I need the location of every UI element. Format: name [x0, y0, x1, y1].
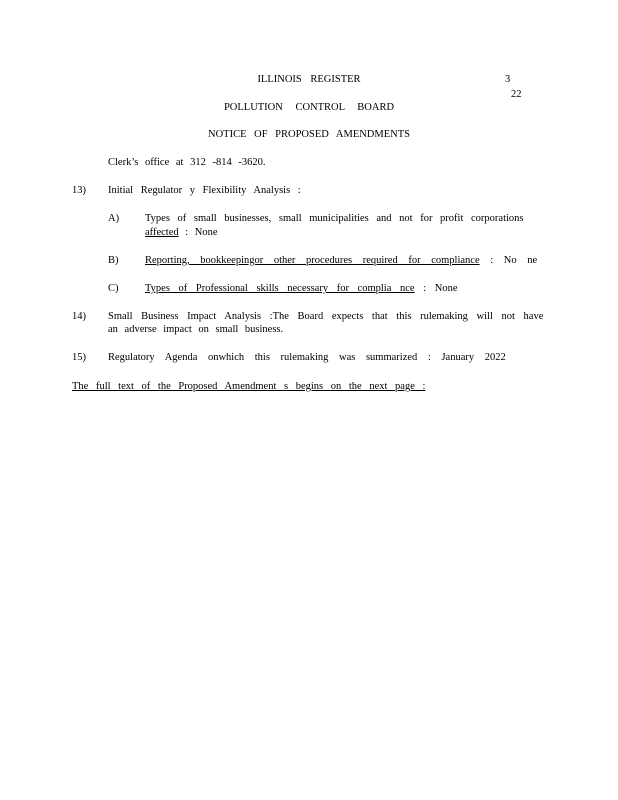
- item-15-text: Regulatory Agenda onwhich this rulemaking was summarized : January 2022: [108, 352, 506, 363]
- item-13c-text: [145, 282, 458, 295]
- item-13a-label: A): [108, 213, 120, 224]
- item-13b-question: Reporting, bookkeepingor other procedures required for compliance: [145, 255, 480, 266]
- item-13a-affected: affected: [145, 227, 179, 238]
- item-13b-text: [145, 254, 537, 267]
- item-13-number: 13): [72, 185, 86, 196]
- notice-heading: NOTICE OF PROPOSED AMENDMENTS: [208, 129, 410, 140]
- page-number-line2: 22: [511, 89, 522, 100]
- item-13b-label: B): [108, 255, 119, 266]
- item-14-line2: an adverse impact on small business.: [108, 324, 284, 335]
- item-14-line1: Small Business Impact Analysis :The Board expects that this rulemaking will not have: [108, 311, 544, 322]
- item-14-number: 14): [72, 311, 86, 322]
- item-13a-text-line1: Types of small businesses, small municipalities and not for profit corporations: [145, 213, 524, 224]
- item-15-number: 15): [72, 352, 86, 363]
- item-13a-answer: : None: [178, 227, 218, 238]
- register-title: ILLINOIS REGISTER: [257, 74, 361, 85]
- item-13a-text-line2: [145, 226, 218, 239]
- item-13c-label: C): [108, 283, 119, 294]
- item-13c-answer: : None: [414, 283, 458, 294]
- clerk-contact-line: Clerk’s office at 312 -814 -3620.: [108, 157, 266, 168]
- full-text-notice: The full text of the Proposed Amendment s begins on the next page :: [72, 381, 426, 392]
- item-13c-question: Types of Professional skills necessary for complia nce: [145, 283, 415, 294]
- page-number-line1: 3: [505, 74, 511, 85]
- item-13b-answer: : No ne: [479, 255, 538, 266]
- board-name: POLLUTION CONTROL BOARD: [223, 102, 395, 113]
- item-13-heading: Initial Regulator y Flexibility Analysis :: [108, 185, 301, 196]
